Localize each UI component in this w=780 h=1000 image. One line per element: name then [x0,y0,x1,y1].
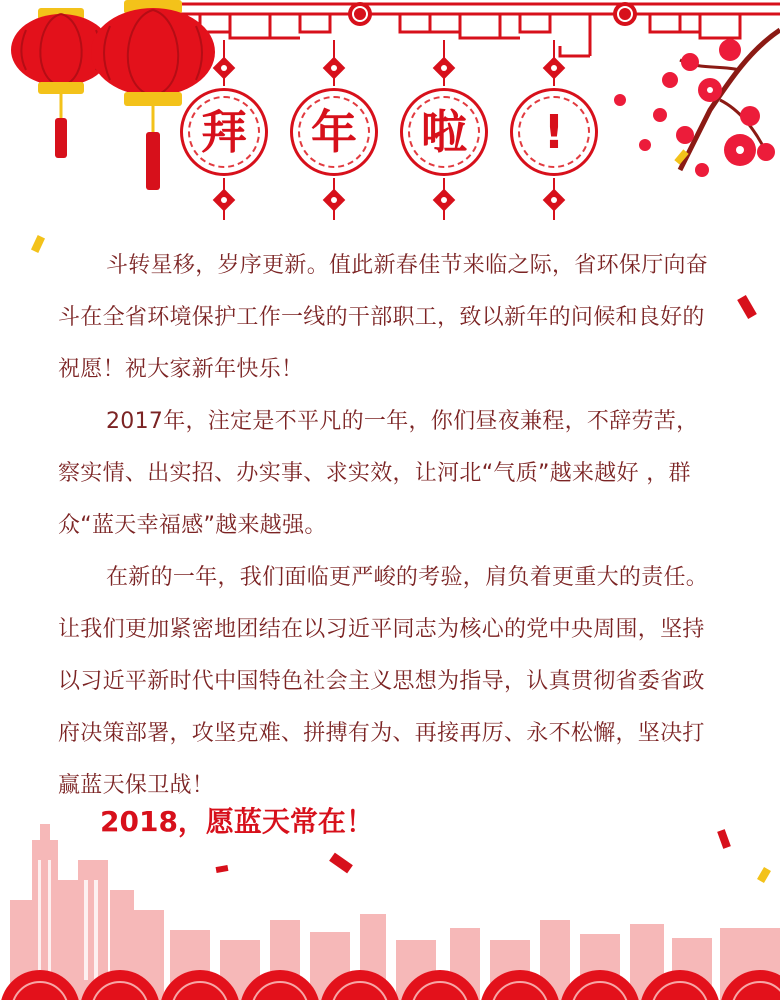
closing-line: 2018，愿蓝天常在！ [100,805,374,838]
paragraph: 斗转星移，岁序更新。值此新春佳节来临之际，省环保厅向奋斗在全省环境保护工作一线的干部职工，致以新年的问候和良好的祝愿！祝大家新年快乐！ [58,253,709,382]
title-char: ! [543,105,565,159]
city-skyline [0,820,780,1000]
paragraph: 在新的一年，我们面临更严峻的考验，肩负着更重大的责任。让我们更加紧密地团结在以习近平同志为核心的党中央周围，坚持以习近平新时代中国特色社会主义思想为指导，认真贯彻省委省政府决策部署，攻坚克难、拼搏有为、再接再厉、永不松懈，坚决打赢蓝天保卫战！ [58,565,709,798]
title-char: 拜 [201,105,247,159]
paragraph: 2017年，注定是不平凡的一年，你们昼夜兼程，不辞劳苦，察实情、出实招、办实事、求实效，让河北“气质”越来越好 ，群众“蓝天幸福感”越来越强。 [58,409,699,538]
confetti-icon [737,295,757,319]
greeting-body [58,240,720,812]
chinese-knot-icon [0,40,780,240]
title-char: 啦 [421,105,467,159]
title-char: 年 [311,105,357,159]
